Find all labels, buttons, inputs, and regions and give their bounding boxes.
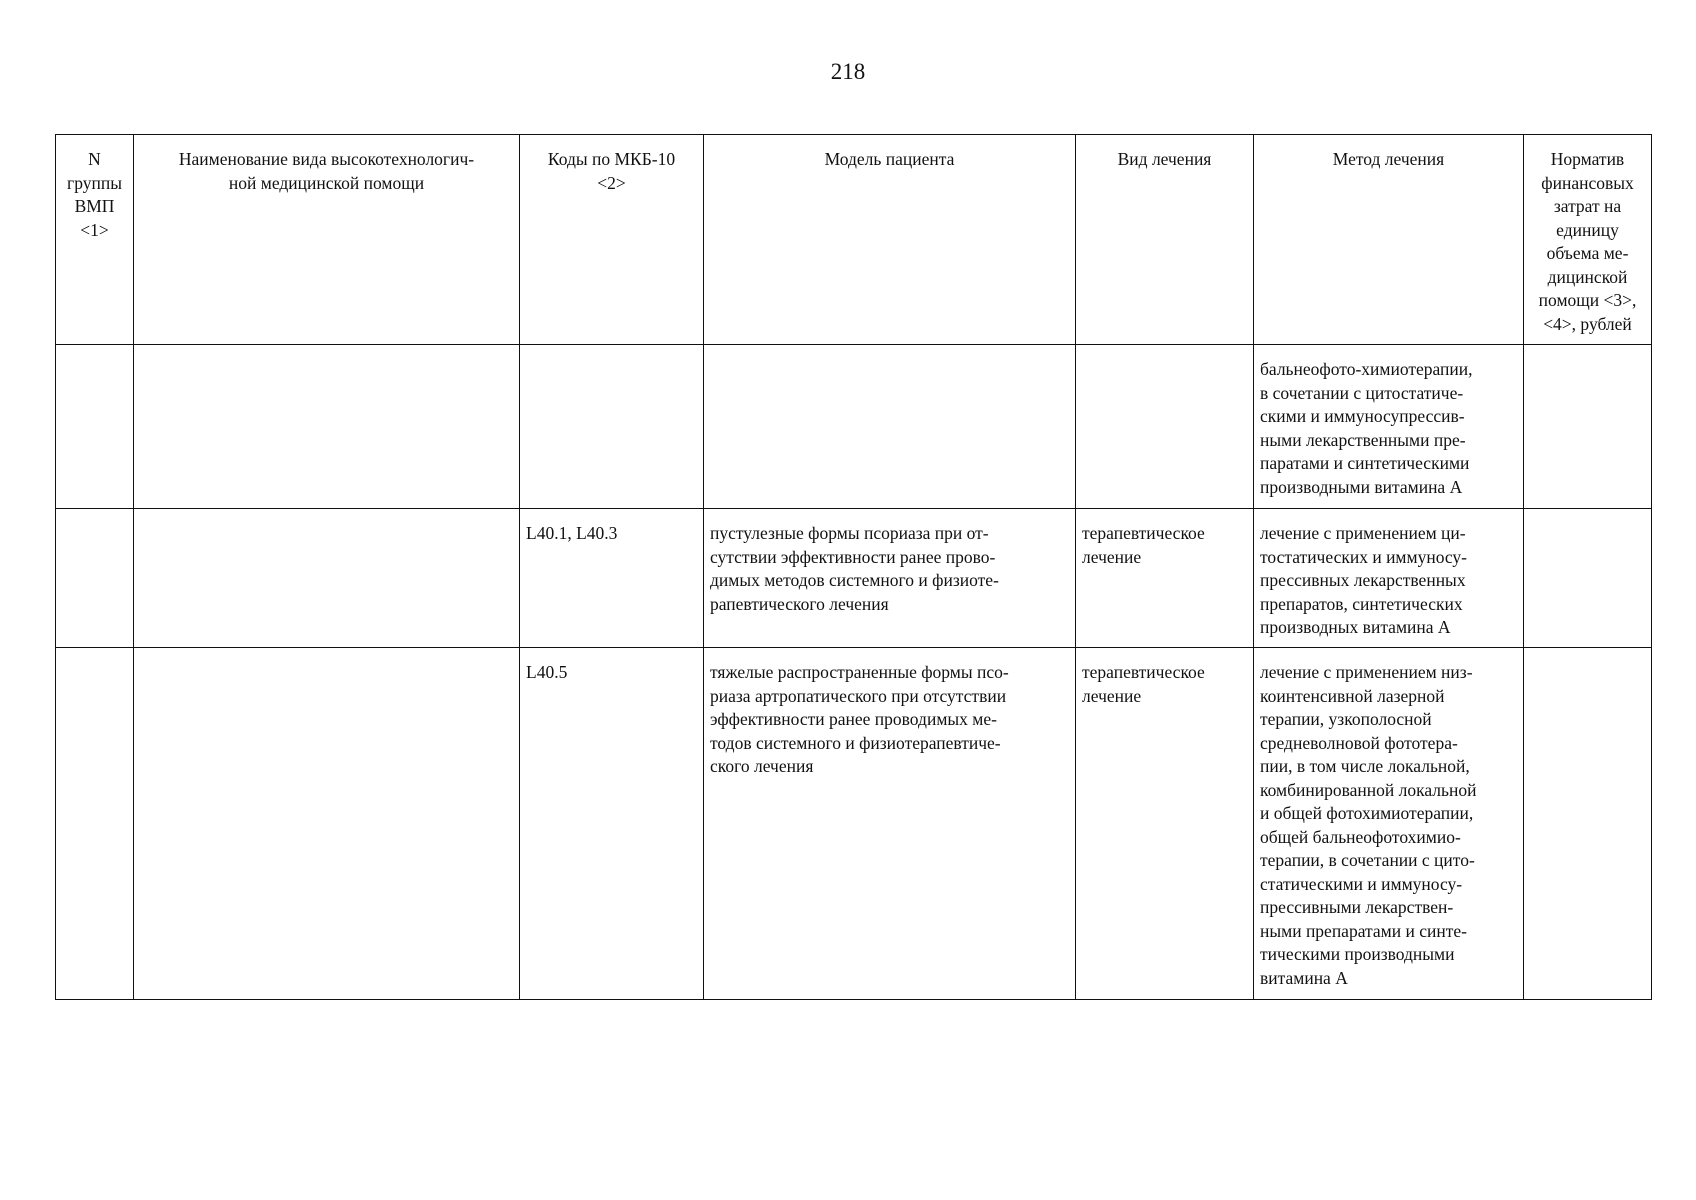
header-icd-codes: Коды по МКБ-10 <2> [520, 135, 704, 345]
cell-patient-model [704, 345, 1076, 509]
cell-icd-codes [520, 345, 704, 509]
cell-care-name [134, 648, 520, 1000]
table-row [56, 648, 1652, 1000]
page-number: 218 [830, 59, 866, 84]
cell-patient-model: пустулезные формы псориаза при от- сутствии эффективности ранее прово- димых методов системного и физиоте- рапевтического лечения [704, 509, 1076, 648]
cell-care-name [134, 509, 520, 648]
cell-group-no [56, 648, 134, 1000]
cell-treatment-kind: терапевтическое лечение [1076, 509, 1254, 648]
table-row [56, 509, 1652, 648]
header-group-no: N группы ВМП <1> [56, 135, 134, 345]
cell-treatment-method: лечение с применением ци- тостатических и иммуносу- прессивных лекарственных препаратов, синтетических производных витамина А [1254, 509, 1524, 648]
cell-cost-standard [1524, 648, 1652, 1000]
cell-icd-codes: L40.5 [520, 648, 704, 1000]
header-treatment-method: Метод лечения [1254, 135, 1524, 345]
cell-group-no [56, 345, 134, 509]
cell-icd-codes: L40.1, L40.3 [520, 509, 704, 648]
cell-care-name [134, 345, 520, 509]
cell-patient-model: тяжелые распространенные формы псо- риаза артропатического при отсутствии эффективности ранее проводимых ме- тодов системного и физиотерапевтиче- ского лечения [704, 648, 1076, 1000]
cell-cost-standard [1524, 509, 1652, 648]
cell-group-no [56, 509, 134, 648]
cell-treatment-kind [1076, 345, 1254, 509]
header-cost-standard: Норматив финансовых затрат на единицу объема ме- дицинской помощи <3>, <4>, рублей [1524, 135, 1652, 345]
cell-treatment-method: бальнеофото-химиотерапии, в сочетании с цитостатиче- скими и иммуносупрессив- ными лекарственными пре- паратами и синтетическими производными витамина А [1254, 345, 1524, 509]
header-treatment-kind: Вид лечения [1076, 135, 1254, 345]
medical-care-table [55, 134, 1652, 1000]
cell-treatment-method: лечение с применением низ- коинтенсивной лазерной терапии, узкополосной средневолновой фототера- пии, в том числе локальной, комбинированной локальной и общей фотохимиотерапии, общей бальнеофотохимио- терапии, в сочетании с цито- статическими и иммуносу- прессивными лекарствен- ными препаратами и синте- тическими производными витамина А [1254, 648, 1524, 1000]
header-patient-model: Модель пациента [704, 135, 1076, 345]
table-header-row [56, 135, 1652, 345]
cell-treatment-kind: терапевтическое лечение [1076, 648, 1254, 1000]
cell-cost-standard [1524, 345, 1652, 509]
table-row [56, 345, 1652, 509]
header-care-name: Наименование вида высокотехнологич- ной медицинской помощи [134, 135, 520, 345]
